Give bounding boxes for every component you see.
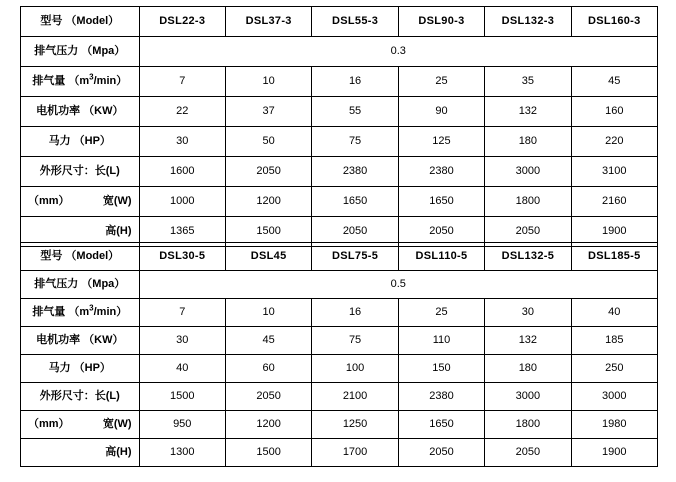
row-label-trail: （KW）	[83, 334, 124, 347]
value-cell: 2160	[571, 187, 657, 217]
value-cell: 2380	[312, 157, 398, 187]
merged-value-cell: 0.3	[139, 37, 657, 67]
row-label-lead: 排气量	[32, 306, 66, 319]
row-label	[21, 243, 140, 271]
value-cell: 150	[398, 355, 484, 383]
row-label	[21, 187, 140, 217]
model-header-cell: DSL22-3	[139, 7, 225, 37]
row-label-lead: 外形尺寸：长(L)	[39, 165, 120, 178]
model-header-cell: DSL37-3	[225, 7, 311, 37]
row-label-lead: 型号	[40, 250, 63, 263]
value-cell: 1900	[571, 217, 657, 247]
value-cell: 2100	[312, 383, 398, 411]
value-cell: 25	[398, 67, 484, 97]
value-cell: 2050	[398, 217, 484, 247]
value-cell: 35	[485, 67, 571, 97]
value-cell: 10	[225, 67, 311, 97]
model-header-cell: DSL75-5	[312, 243, 398, 271]
value-cell: 40	[571, 299, 657, 327]
value-cell: 160	[571, 97, 657, 127]
value-cell: 1300	[139, 439, 225, 467]
row-label	[21, 271, 140, 299]
value-cell: 2050	[225, 157, 311, 187]
table-row	[21, 37, 658, 67]
row-label-lead: 排气压力	[34, 45, 79, 58]
spec-table-05mpa	[20, 242, 658, 467]
value-cell: 1000	[139, 187, 225, 217]
table-row	[21, 7, 658, 37]
table-row	[21, 355, 658, 383]
value-cell: 180	[485, 355, 571, 383]
model-header-cell: DSL160-3	[571, 7, 657, 37]
row-label	[21, 7, 140, 37]
row-label-trail: （Mpa）	[81, 278, 126, 291]
value-cell: 1365	[139, 217, 225, 247]
table-row	[21, 157, 658, 187]
row-label-lead: 电机功率	[36, 334, 81, 347]
row-label	[21, 67, 140, 97]
value-cell: 250	[571, 355, 657, 383]
row-label-trail: 高(H)	[105, 446, 132, 459]
value-cell: 1650	[398, 187, 484, 217]
spec-table-03mpa	[20, 6, 658, 247]
value-cell: 90	[398, 97, 484, 127]
row-label	[21, 37, 140, 67]
value-cell: 37	[225, 97, 311, 127]
table-row	[21, 187, 658, 217]
row-label-trail: （Model）	[65, 250, 120, 263]
value-cell: 3100	[571, 157, 657, 187]
value-cell: 30	[139, 127, 225, 157]
row-label-lead: 排气量	[32, 75, 66, 88]
value-cell: 3000	[485, 157, 571, 187]
table-row	[21, 243, 658, 271]
value-cell: 1650	[398, 411, 484, 439]
row-label-lead: 电机功率	[36, 105, 81, 118]
row-label-trail: （HP）	[73, 362, 111, 375]
value-cell: 55	[312, 97, 398, 127]
row-label	[21, 97, 140, 127]
row-label-trail: 宽(W)	[102, 418, 132, 431]
table-row	[21, 439, 658, 467]
row-label-trail: 宽(W)	[102, 195, 132, 208]
model-header-cell: DSL185-5	[571, 243, 657, 271]
row-label	[21, 411, 140, 439]
value-cell: 125	[398, 127, 484, 157]
value-cell: 3000	[485, 383, 571, 411]
row-label-trail: 高(H)	[105, 225, 132, 238]
row-label-lead: 马力	[48, 135, 71, 148]
row-label	[21, 299, 140, 327]
value-cell: 132	[485, 327, 571, 355]
row-label-trail: （Model）	[65, 15, 120, 28]
value-cell: 110	[398, 327, 484, 355]
value-cell: 16	[312, 299, 398, 327]
model-header-cell: DSL45	[225, 243, 311, 271]
table-row	[21, 127, 658, 157]
row-label	[21, 355, 140, 383]
row-label-trail: （KW）	[83, 105, 124, 118]
value-cell: 2050	[398, 439, 484, 467]
value-cell: 1200	[225, 411, 311, 439]
value-cell: 30	[485, 299, 571, 327]
table-body	[21, 243, 658, 467]
value-cell: 25	[398, 299, 484, 327]
value-cell: 1650	[312, 187, 398, 217]
value-cell: 1700	[312, 439, 398, 467]
value-cell: 950	[139, 411, 225, 439]
value-cell: 50	[225, 127, 311, 157]
value-cell: 220	[571, 127, 657, 157]
table-row	[21, 299, 658, 327]
value-cell: 7	[139, 299, 225, 327]
value-cell: 1900	[571, 439, 657, 467]
table-row	[21, 383, 658, 411]
model-header-cell: DSL132-3	[485, 7, 571, 37]
value-cell: 60	[225, 355, 311, 383]
row-label	[21, 439, 140, 467]
value-cell: 1500	[225, 217, 311, 247]
value-cell: 7	[139, 67, 225, 97]
table-row	[21, 411, 658, 439]
value-cell: 1500	[139, 383, 225, 411]
model-header-cell: DSL110-5	[398, 243, 484, 271]
model-header-cell: DSL90-3	[398, 7, 484, 37]
row-label-trail: $(m^3/\min)$	[68, 303, 128, 319]
table-row	[21, 67, 658, 97]
value-cell: 2380	[398, 383, 484, 411]
row-label-lead: 外形尺寸：长(L)	[39, 390, 120, 403]
row-label-lead: （mm）	[28, 418, 70, 431]
row-label-lead: 型号	[40, 15, 63, 28]
value-cell: 2050	[225, 383, 311, 411]
value-cell: 2050	[312, 217, 398, 247]
value-cell: 2050	[485, 217, 571, 247]
model-header-cell: DSL55-3	[312, 7, 398, 37]
value-cell: 40	[139, 355, 225, 383]
table-row	[21, 97, 658, 127]
row-label-trail: （HP）	[73, 135, 111, 148]
value-cell: 132	[485, 97, 571, 127]
value-cell: 1500	[225, 439, 311, 467]
row-label-lead: （mm）	[28, 195, 70, 208]
row-label	[21, 157, 140, 187]
row-label-trail: （Mpa）	[81, 45, 126, 58]
value-cell: 1200	[225, 187, 311, 217]
value-cell: 185	[571, 327, 657, 355]
value-cell: 2380	[398, 157, 484, 187]
table-row	[21, 271, 658, 299]
value-cell: 2050	[485, 439, 571, 467]
row-label	[21, 383, 140, 411]
value-cell: 30	[139, 327, 225, 355]
value-cell: 3000	[571, 383, 657, 411]
value-cell: 1980	[571, 411, 657, 439]
value-cell: 100	[312, 355, 398, 383]
value-cell: 45	[225, 327, 311, 355]
table-body	[21, 7, 658, 247]
row-label	[21, 127, 140, 157]
row-label-lead: 排气压力	[34, 278, 79, 291]
value-cell: 1600	[139, 157, 225, 187]
value-cell: 22	[139, 97, 225, 127]
value-cell: 16	[312, 67, 398, 97]
value-cell: 1800	[485, 187, 571, 217]
row-label	[21, 327, 140, 355]
value-cell: 1800	[485, 411, 571, 439]
value-cell: 75	[312, 327, 398, 355]
merged-value-cell: 0.5	[139, 271, 657, 299]
model-header-cell: DSL30-5	[139, 243, 225, 271]
row-label-lead: 马力	[48, 362, 71, 375]
model-header-cell: DSL132-5	[485, 243, 571, 271]
value-cell: 180	[485, 127, 571, 157]
row-label-trail: $(m^3/\min)$	[68, 72, 128, 88]
value-cell: 45	[571, 67, 657, 97]
table-row	[21, 327, 658, 355]
value-cell: 1250	[312, 411, 398, 439]
value-cell: 10	[225, 299, 311, 327]
value-cell: 75	[312, 127, 398, 157]
